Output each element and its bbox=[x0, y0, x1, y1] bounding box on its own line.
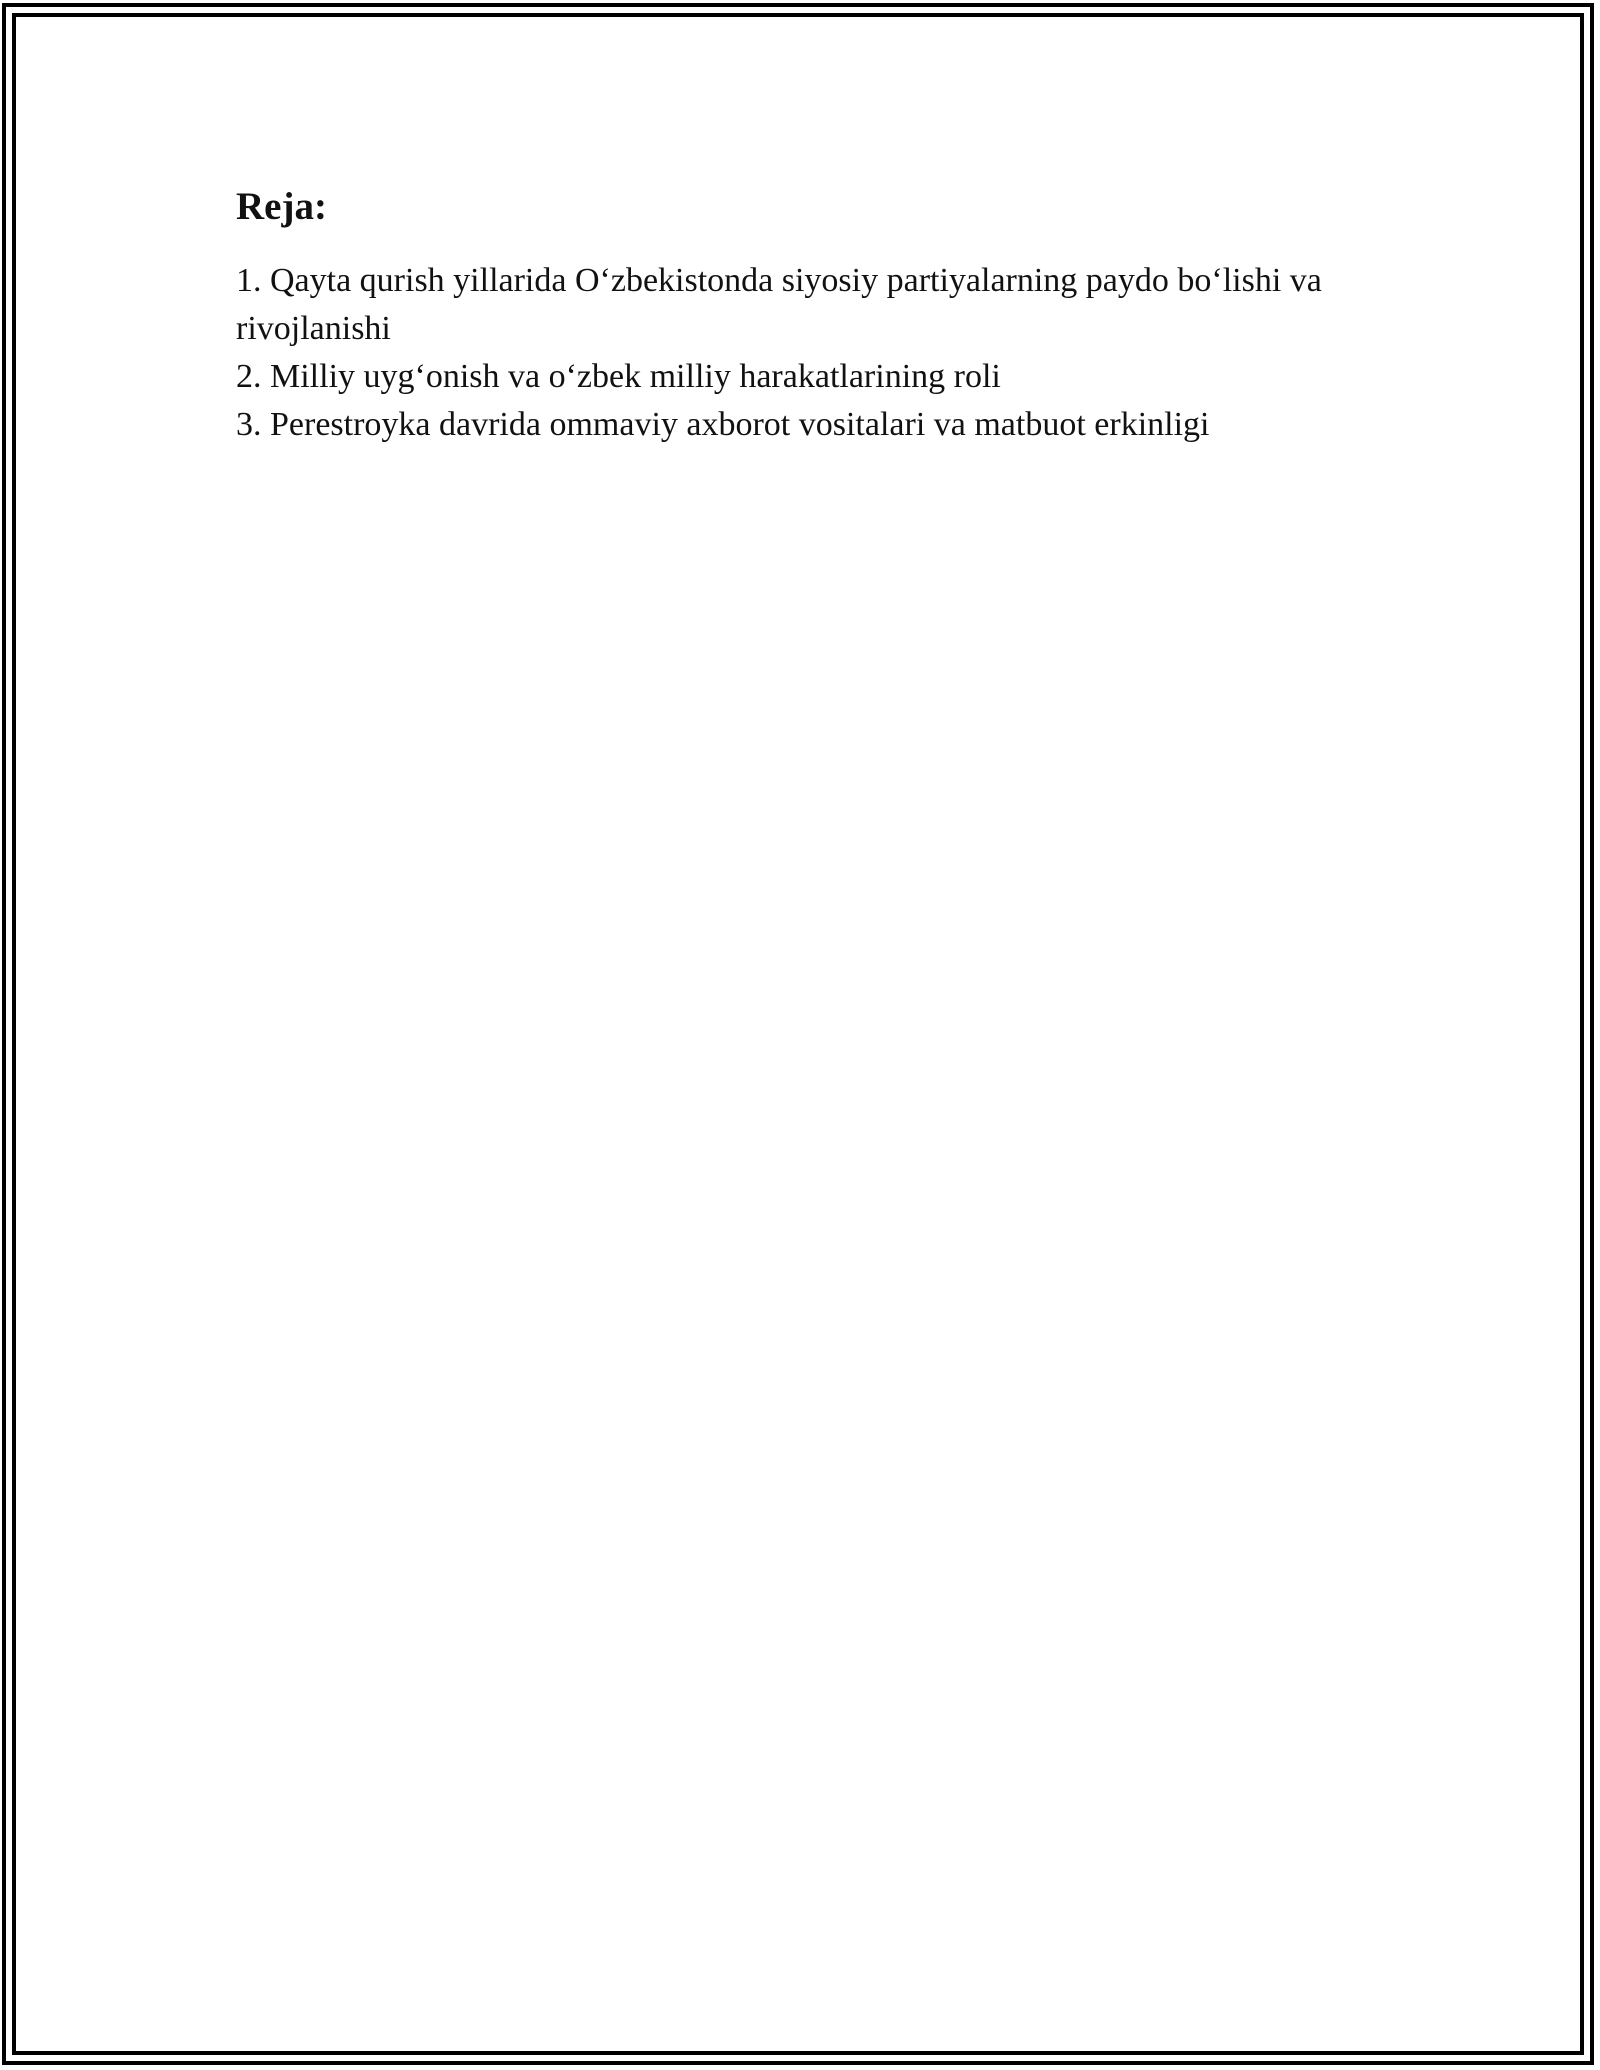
document-body bbox=[236, 184, 1416, 449]
plan-heading: Reja: bbox=[236, 185, 327, 228]
plan-item-3: 3. Perestroyka davrida ommaviy axborot vositalari va matbuot erkinligi bbox=[236, 405, 1210, 443]
plan-item-2: 2. Milliy uyg‘onish va o‘zbek milliy harakatlarining roli bbox=[236, 357, 1001, 395]
plan-list bbox=[236, 257, 1416, 449]
plan-item-1: 1. Qayta qurish yillarida O‘zbekistonda siyosiy partiyalarning paydo bo‘lishi va rivojlanishi bbox=[236, 261, 1322, 347]
